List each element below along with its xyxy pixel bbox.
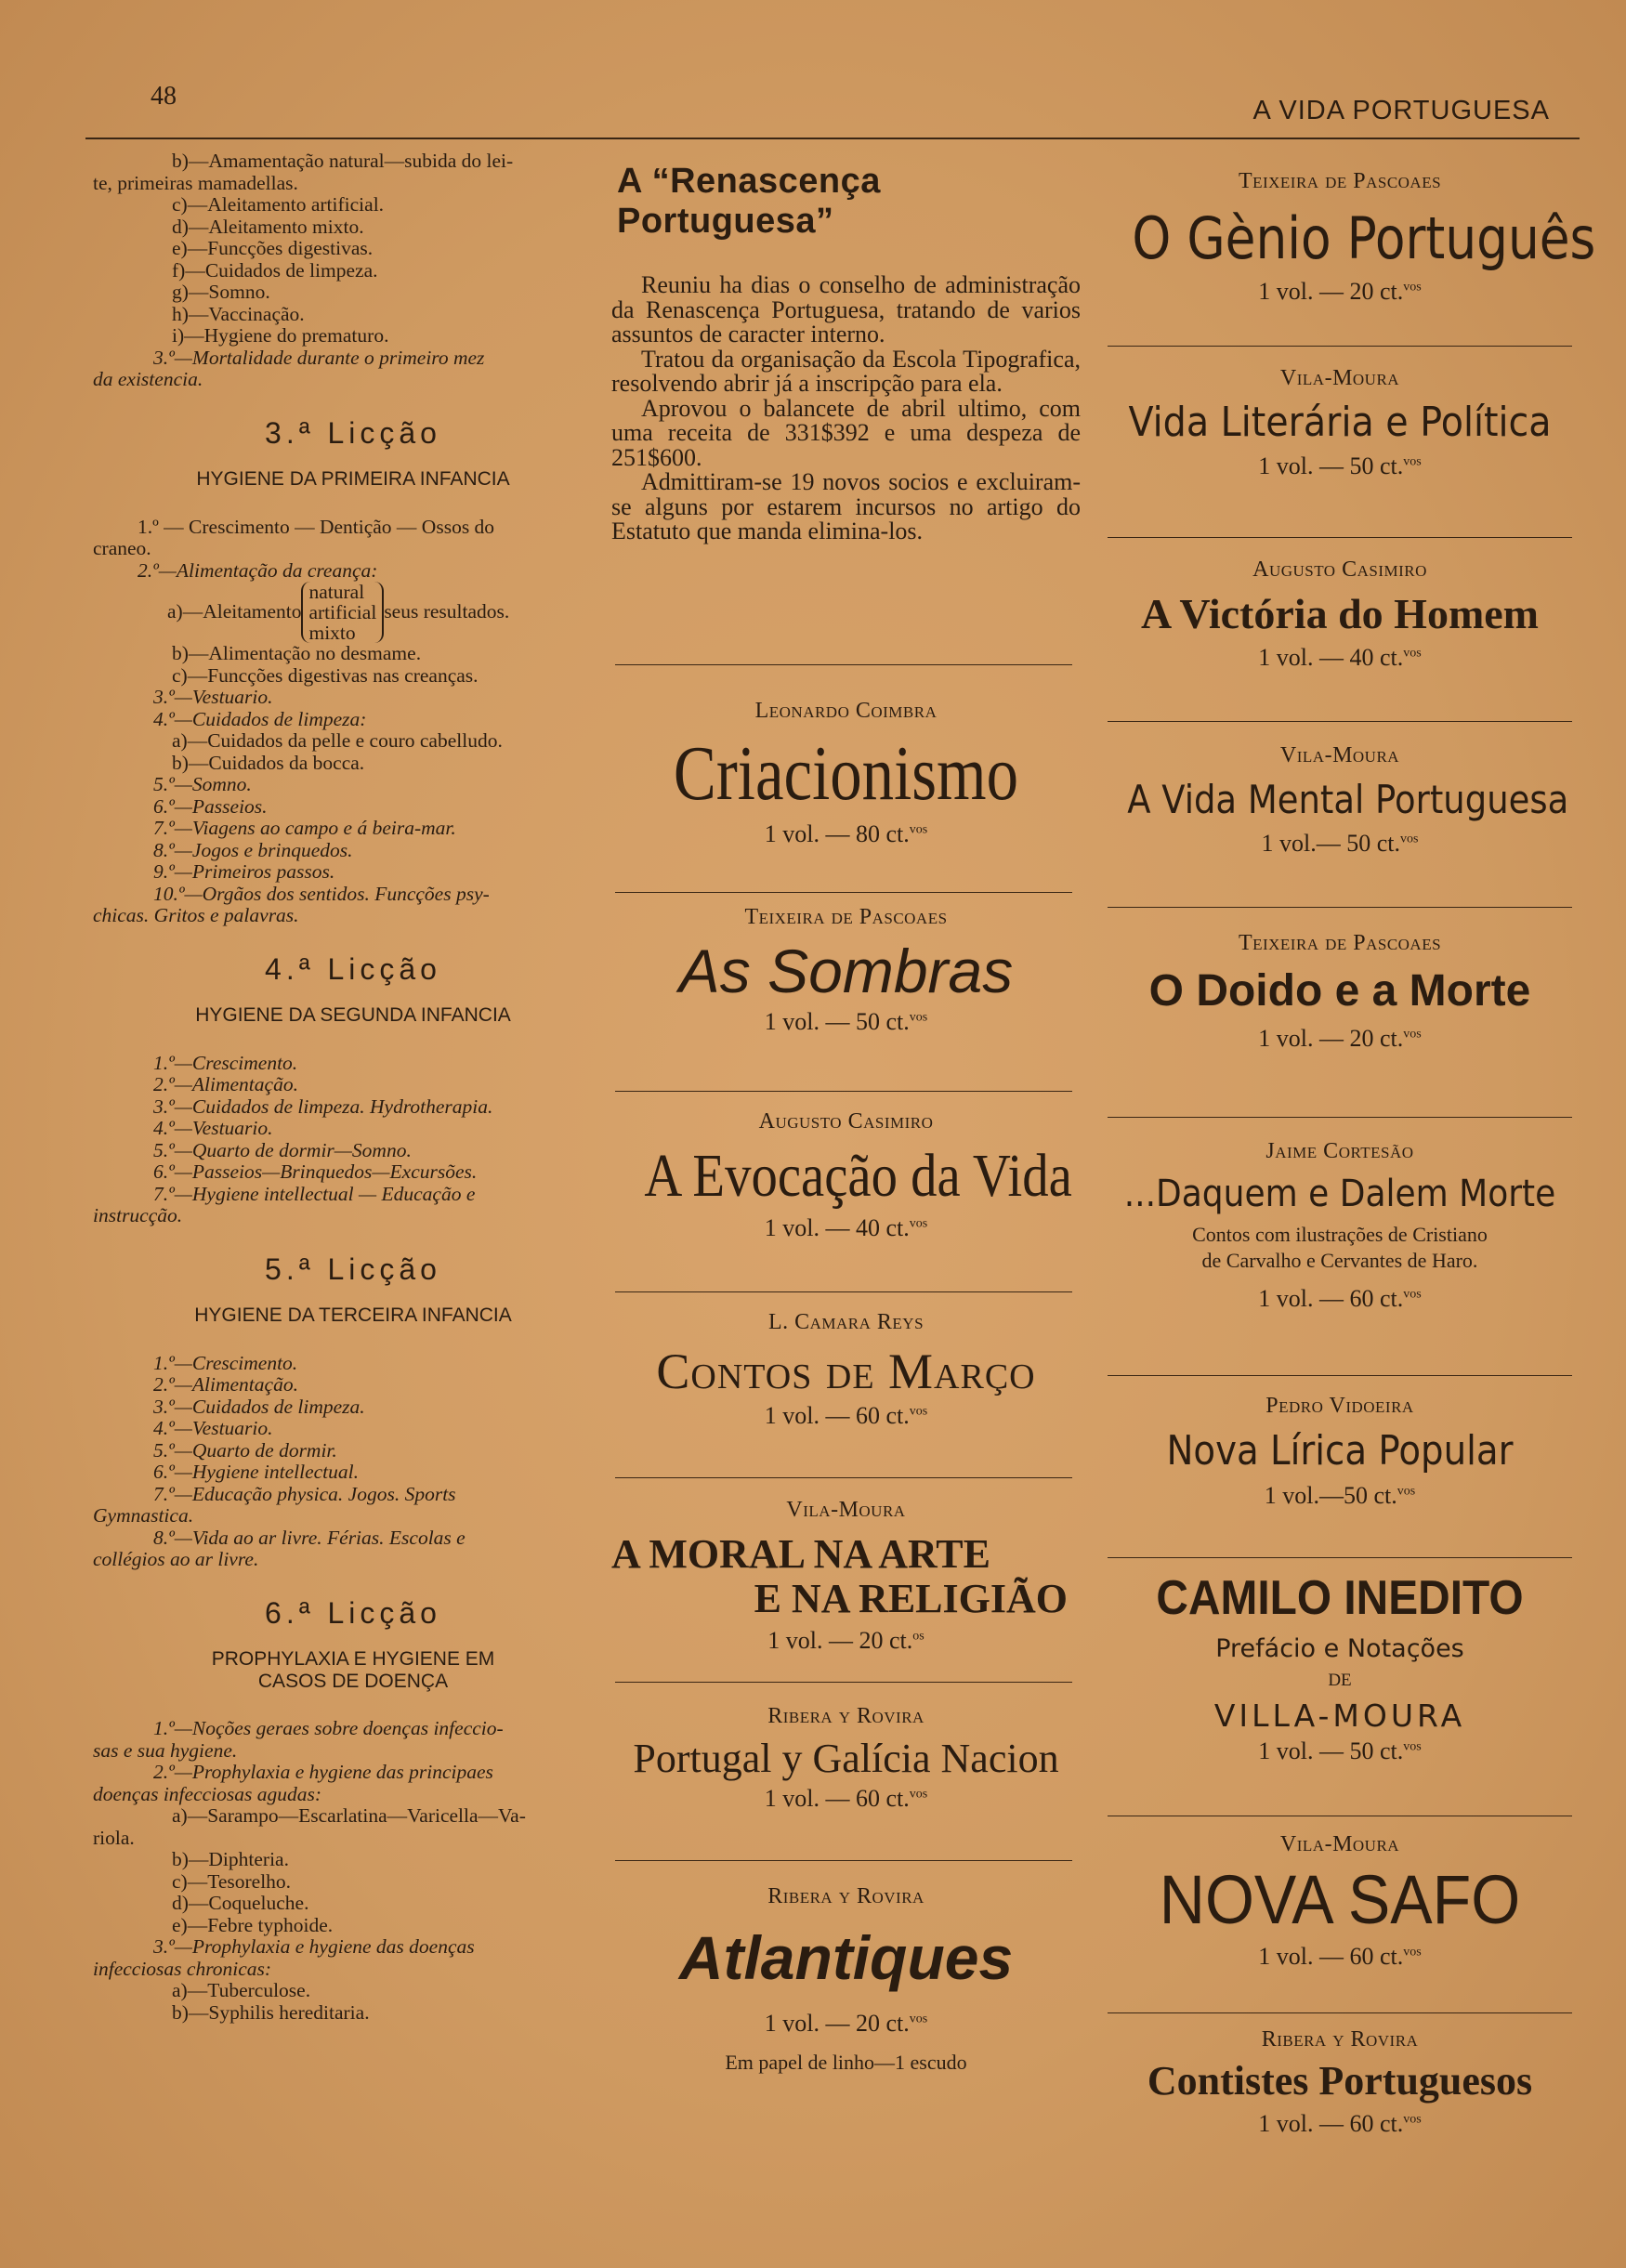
ad-title-line: A MORAL NA ARTE (611, 1531, 990, 1577)
lesson-line: 2.º—Alimentação. (153, 1373, 298, 1396)
lesson-line: infecciosas chronicas: (93, 1957, 272, 1980)
lesson-line: g)—Somno. (172, 281, 270, 303)
ad-price: 1 vol. — 40 ct.$^{vos}$ (1258, 644, 1422, 671)
ad-vida-mental (1098, 743, 1581, 858)
ad-doido-morte (1098, 931, 1581, 1053)
ad-author: L. Camara Reys (767, 1310, 924, 1334)
lesson-line: 7.º—Viagens ao campo e á beira-mar. (153, 817, 456, 839)
ad-genio-portugues (1098, 169, 1596, 306)
ad-criacionismo (611, 699, 1081, 848)
divider (615, 1477, 1072, 1478)
lesson-line: b)—Cuidados da bocca. (172, 751, 365, 774)
page-number: 48 (151, 82, 177, 111)
ad-subtitle: VILLA-MOURA (1213, 1698, 1466, 1734)
lesson-2-continuation (93, 151, 585, 391)
ad-price: 1 vol. — 60 ct.$^{vos}$ (764, 1402, 928, 1429)
lesson-line: 3.º—Cuidados de limpeza. (153, 1395, 365, 1418)
lesson-line: 4.º—Vestuario. (153, 1417, 273, 1439)
lesson-title: 3.ª Licção (265, 415, 441, 450)
renascenca-title: A “Renascença Portuguesa” (617, 162, 881, 241)
ad-author: Teixeira de Pascoaes (1238, 931, 1442, 955)
lesson-heading: HYGIENE DA SEGUNDA INFANCIA (195, 1004, 511, 1026)
lesson-line: da existencia. (93, 368, 203, 390)
lesson-line: a)—Tuberculose. (172, 1979, 311, 2001)
lesson-line: riola. (93, 1826, 135, 1849)
lesson-heading: HYGIENE DA TERCEIRA INFANCIA (194, 1304, 512, 1326)
lesson-line: 4.º—Vestuario. (153, 1117, 273, 1139)
lesson-line: 1.º—Noções geraes sobre doenças infeccio- (153, 1717, 504, 1739)
ad-title: As Sombras (678, 937, 1014, 1005)
ad-author: Vila-Moura (1279, 1832, 1400, 1856)
ad-title: A Evocação da Vida (644, 1142, 1072, 1210)
ad-author: Ribera y Rovira (1261, 2027, 1419, 2052)
ad-author: Teixeira de Pascoaes (1238, 169, 1442, 193)
lesson-line: 5.º—Somno. (153, 773, 252, 795)
lesson-line: h)—Vaccinação. (172, 302, 305, 325)
ad-author: Vila-Moura (1279, 743, 1400, 767)
ad-author: Jaime Cortesão (1265, 1139, 1414, 1163)
lesson-line: 4.º—Cuidados de limpeza: (153, 707, 367, 730)
aleitamento-brace (93, 582, 585, 643)
divider (1108, 346, 1572, 347)
lesson-line: sas e sua hygiene. (93, 1738, 238, 1762)
divider (1108, 2012, 1572, 2013)
paragraph: Tratou da organisação da Escola Tipografica, resolvendo abrir já a inscripção para ela. (611, 345, 1081, 397)
ad-moral-na-arte (611, 1498, 1081, 1655)
lesson-line: 10.º—Orgãos dos sentidos. Funcções psy- (153, 882, 490, 905)
lesson-line: d)—Coqueluche. (172, 1892, 309, 1914)
lesson-line: te, primeiras mamadellas. (93, 171, 298, 194)
ad-evocacao (611, 1109, 1081, 1242)
divider (615, 1682, 1072, 1683)
lesson-line: 6.º—Passeios. (153, 794, 268, 818)
ad-subtitle: Prefácio e Notações (1215, 1634, 1464, 1663)
lesson-line: instrucção. (93, 1204, 183, 1226)
lesson-line: f)—Cuidados de limpeza. (172, 258, 378, 282)
renascenca-body (611, 273, 1081, 544)
lesson-line: 1.º—Crescimento. (153, 1051, 298, 1074)
ad-price: 1 vol.—50 ct.$^{vos}$ (1264, 1482, 1416, 1509)
lesson-line: 5.º—Quarto de dormir. (153, 1438, 337, 1462)
ad-atlantiques (611, 1884, 1081, 2075)
divider (615, 1291, 1072, 1292)
ad-camilo-inedito (1098, 1565, 1581, 1765)
lesson-5-items (93, 1353, 585, 1571)
divider (615, 664, 1072, 665)
ad-price: 1 vol. — 60 ct.$^{vos}$ (1258, 2110, 1422, 2137)
paragraph: Aprovou o balancete de abril ultimo, com uma receita de 331$392 e uma despeza de 251$600. (611, 394, 1081, 471)
ad-price: 1 vol. — 60 ct.$^{vos}$ (764, 1785, 928, 1812)
lesson-line: 9.º—Primeiros passos. (153, 860, 335, 883)
lesson-line: 2.º—Prophylaxia e hygiene das principaes (153, 1761, 493, 1783)
lesson-line: 6.º—Hygiene intellectual. (153, 1461, 360, 1483)
lesson-line: c)—Tesorelho. (172, 1869, 292, 1893)
lesson-6 (93, 1595, 585, 2025)
brace-options (301, 582, 384, 643)
ad-price: 1 vol. — 20 ct.$^{vos}$ (1258, 1025, 1422, 1052)
ad-title: ...Daquem e Dalem Morte (1123, 1173, 1556, 1215)
lesson-line: 8.º—Vida ao ar livre. Férias. Escolas e (153, 1526, 466, 1549)
ad-contistes (1098, 2027, 1581, 2138)
divider (1108, 1557, 1572, 1558)
ad-title: Contos de Março (656, 1344, 1036, 1399)
lesson-heading: HYGIENE DA PRIMEIRA INFANCIA (196, 468, 510, 490)
lesson-line: b)—Alimentação no desmame. (172, 642, 422, 664)
ad-price: 1 vol. — 50 ct.$^{vos}$ (1258, 452, 1422, 479)
ad-price: 1 vol. — 60 ct.$^{vos}$ (1258, 1285, 1422, 1312)
ad-price: 1 vol. — 20 ct.$^{vos}$ (1258, 278, 1422, 305)
ad-description: Contos com ilustrações de Cristiano de Carvalho e Cervantes de Haro. (1192, 1223, 1488, 1272)
ad-author: Ribera y Rovira (767, 1704, 924, 1728)
ad-victoria-homem (1098, 557, 1581, 672)
divider (1108, 1375, 1572, 1376)
lesson-3 (93, 415, 585, 927)
lesson-line: b)—Amamentação natural—subida do lei- (172, 150, 514, 172)
lesson-title: 5.ª Licção (265, 1252, 441, 1286)
divider (615, 892, 1072, 893)
lesson-5 (93, 1252, 585, 1571)
ad-price: 1 vol. — 50 ct.$^{vos}$ (764, 1008, 928, 1035)
lesson-line: 6.º—Passeios—Brinquedos—Excursões. (153, 1160, 478, 1183)
brace-suffix: seus resultados. (384, 600, 510, 623)
lesson-line: 1.º — Crescimento — Dentição — Ossos do (138, 515, 495, 538)
ad-title: Nova Lírica Popular (1166, 1427, 1514, 1475)
divider (1108, 1117, 1572, 1118)
running-title: A VIDA PORTUGUESA (1252, 96, 1550, 125)
lesson-line: d)—Aleitamento mixto. (172, 215, 364, 238)
ad-author: Vila-Moura (1279, 366, 1400, 390)
lesson-line: collégios ao ar livre. (93, 1548, 259, 1570)
lesson-4-items (93, 1053, 585, 1227)
ad-author: Vila-Moura (786, 1498, 906, 1522)
lesson-heading: PROPHYLAXIA E HYGIENE EM CASOS DE DOENÇA (211, 1648, 495, 1692)
lesson-line: doenças infecciosas agudas: (93, 1782, 322, 1805)
lesson-line: i)—Hygiene do prematuro. (172, 324, 389, 347)
brace-option: artificial (308, 601, 377, 623)
ad-price: 1 vol. — 80 ct.$^{vos}$ (764, 820, 928, 847)
divider (615, 1091, 1072, 1092)
lesson-line: 3.º—Prophylaxia e hygiene das doenças (153, 1935, 475, 1958)
ad-title-line: E NA RELIGIÃO (754, 1576, 1068, 1621)
lesson-6-items (93, 1718, 585, 2024)
ad-title: O Doido e a Morte (1148, 966, 1531, 1016)
paragraph: Reuniu ha dias o conselho de administração da Renascença Portuguesa, tratando de varios assuntos de caracter interno. (611, 271, 1081, 347)
ad-price: 1 vol. — 40 ct.$^{vos}$ (764, 1214, 928, 1241)
ad-title: NOVA SAFO (1159, 1861, 1521, 1938)
ad-title: Portugal y Galícia Nacion (633, 1736, 1059, 1781)
paragraph: Admittiram-se 19 novos socios e excluiram-se alguns por estarem incursos no artigo do Estatuto que manda elimina-los. (611, 468, 1081, 544)
lesson-line: e)—Funcções digestivas. (172, 237, 374, 259)
ad-title: Criacionismo (673, 730, 1019, 817)
ad-price: 1 vol. — 20 ct.$^{vos}$ (764, 2010, 928, 2037)
divider (1108, 907, 1572, 908)
lesson-line: 7.º—Educação physica. Jogos. Sports (153, 1482, 456, 1505)
lesson-3-items (93, 643, 585, 927)
ad-title: A Vida Mental Portuguesa (1127, 777, 1569, 822)
ad-portugal-galicia (611, 1704, 1081, 1813)
lesson-line: chicas. Gritos e palavras. (93, 904, 299, 926)
ad-as-sombras (611, 905, 1081, 1036)
lesson-line: Gymnastica. (93, 1504, 194, 1527)
ad-contos-de-marco (611, 1310, 1081, 1430)
lesson-line: a)—Cuidados da pelle e couro cabelludo. (172, 729, 503, 752)
ad-author: Ribera y Rovira (767, 1884, 924, 1908)
lesson-line: a)—Sarampo—Escarlatina—Varicella—Va- (172, 1804, 526, 1827)
lesson-line: b)—Diphteria. (172, 1848, 289, 1870)
lesson-line: 8.º—Jogos e brinquedos. (153, 838, 353, 861)
ad-note: Em papel de linho—1 escudo (725, 2051, 967, 2074)
ad-price: 1 vol. — 50 ct.$^{vos}$ (1258, 1737, 1422, 1764)
lesson-line: b)—Syphilis hereditaria. (172, 2000, 370, 2024)
ad-author: Augusto Casimiro (1252, 557, 1427, 582)
ad-author: Augusto Casimiro (758, 1109, 934, 1134)
ad-title: CAMILO INEDITO (1156, 1571, 1524, 1625)
middle-column (611, 151, 1081, 2074)
lesson-line: 3.º—Cuidados de limpeza. Hydrotherapia. (153, 1095, 493, 1118)
ad-price: 1 vol. — 20 ct.$^{os}$ (767, 1627, 924, 1654)
lesson-line: craneo. (93, 537, 151, 559)
ad-vida-literaria (1098, 366, 1581, 480)
ad-price: 1 vol. — 60 ct.$^{vos}$ (1258, 1943, 1422, 1970)
ad-nova-lirica (1098, 1394, 1581, 1510)
brace-option: mixto (308, 622, 356, 644)
brace-prefix: a)—Aleitamento (167, 600, 302, 623)
lesson-line: c)—Funcções digestivas nas creanças. (172, 663, 479, 687)
ad-title: Atlantiques (678, 1923, 1014, 1992)
lesson-line: c)—Aleitamento artificial. (172, 193, 385, 216)
ad-title: Contistes Portuguesos (1147, 2058, 1533, 2104)
ad-author: Leonardo Coimbra (754, 699, 938, 723)
header-rule (85, 138, 1580, 139)
ad-subtitle: DE (1328, 1671, 1352, 1690)
lesson-line: 3.º—Vestuario. (153, 686, 273, 708)
lesson-line: 5.º—Quarto de dormir—Somno. (153, 1138, 412, 1161)
ad-author: Teixeira de Pascoaes (744, 905, 948, 929)
ad-title: Vida Literária e Política (1128, 399, 1552, 446)
divider (615, 1860, 1072, 1861)
lesson-line: e)—Febre typhoide. (172, 1913, 334, 1936)
lesson-line: 1.º—Crescimento. (153, 1351, 298, 1374)
lesson-4 (93, 951, 585, 1227)
lesson-line: 3.º—Mortalidade durante o primeiro mez (153, 346, 485, 369)
lesson-line: 2.º—Alimentação da creança: (138, 558, 378, 582)
lesson-line: 2.º—Alimentação. (153, 1073, 298, 1095)
lesson-title: 6.ª Licção (265, 1595, 441, 1630)
lesson-line: 7.º—Hygiene intellectual — Educação e (153, 1182, 476, 1205)
ad-price: 1 vol.— 50 ct.$^{vos}$ (1261, 830, 1419, 857)
ad-title: O Gènio Português (1132, 204, 1596, 272)
brace-option: natural (308, 581, 365, 603)
ad-author: Pedro Vidoeira (1265, 1394, 1414, 1418)
lessons-column (93, 151, 585, 2024)
ad-title: A Victória do Homem (1141, 590, 1539, 637)
divider (1108, 721, 1572, 722)
lesson-title: 4.ª Licção (265, 951, 441, 986)
ad-daquem-dalem (1098, 1139, 1581, 1313)
ad-nova-safo (1098, 1832, 1581, 1971)
divider (1108, 537, 1572, 538)
